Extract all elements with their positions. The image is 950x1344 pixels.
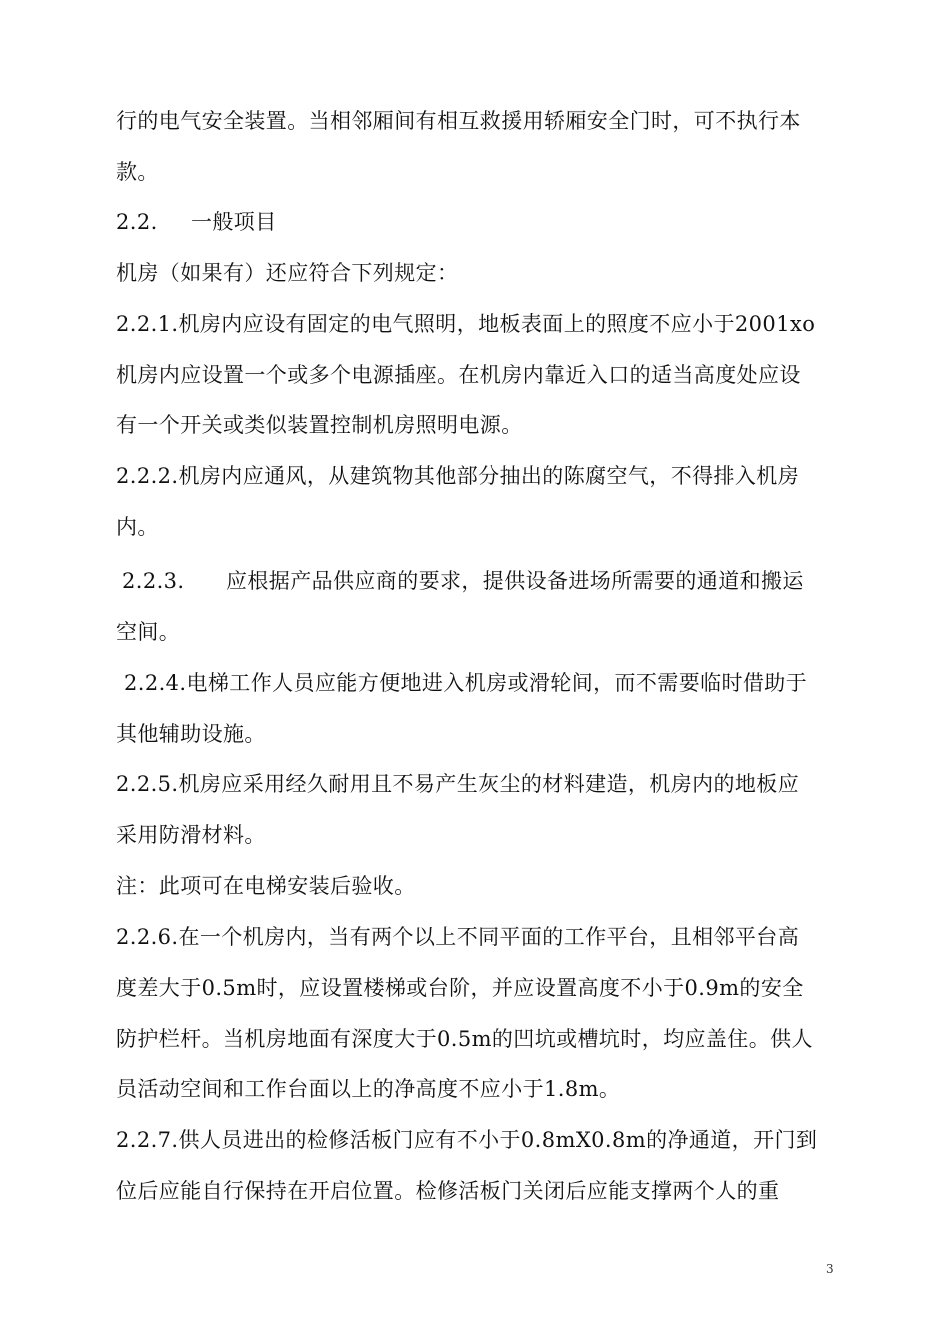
paragraph-line: 防护栏杆。当机房地面有深度大于0.5m的凹坑或槽坑时，均应盖住。供人 — [116, 1027, 813, 1051]
paragraph-line: 2.2.7.供人员进出的检修活板门应有不小于0.8mX0.8m的净通道，开门到 — [116, 1128, 818, 1152]
paragraph-line: 其他辅助设施。 — [116, 722, 266, 746]
paragraph-line: 内。 — [116, 515, 159, 539]
paragraph-line: 机房（如果有）还应符合下列规定： — [116, 261, 459, 285]
paragraph-line: 空间。 — [116, 620, 181, 644]
paragraph-line: 位后应能自行保持在开启位置。检修活板门关闭后应能支撑两个人的重 — [116, 1179, 780, 1203]
item-2-2-3 — [122, 567, 804, 595]
paragraph-line: 有一个开关或类似装置控制机房照明电源。 — [116, 413, 523, 437]
section-title: 一般项目 — [191, 210, 277, 234]
paragraph-line: 2.2.5.机房应采用经久耐用且不易产生灰尘的材料建造，机房内的地板应 — [116, 772, 800, 796]
item-number: 2.2.3. — [122, 569, 185, 593]
paragraph-line: 2.2.1.机房内应设有固定的电气照明，地板表面上的照度不应小于2001xo — [116, 312, 816, 336]
note-line: 注：此项可在电梯安装后验收。 — [116, 874, 416, 898]
paragraph-line: 机房内应设置一个或多个电源插座。在机房内靠近入口的适当高度处应设 — [116, 363, 801, 387]
paragraph-line: 员活动空间和工作台面以上的净高度不应小于1.8m。 — [116, 1077, 621, 1101]
page-number: 3 — [826, 1262, 834, 1276]
paragraph-line: 2.2.6.在一个机房内，当有两个以上不同平面的工作平台，且相邻平台高 — [116, 925, 800, 949]
paragraph-line: 2.2.4.电梯工作人员应能方便地进入机房或滑轮间，而不需要临时借助于 — [124, 671, 808, 695]
section-number: 2.2. — [116, 210, 158, 234]
paragraph-line: 采用防滑材料。 — [116, 823, 266, 847]
paragraph-line: 度差大于0.5m时，应设置楼梯或台阶，并应设置高度不小于0.9m的安全 — [116, 976, 804, 1000]
paragraph-line: 2.2.2.机房内应通风，从建筑物其他部分抽出的陈腐空气，不得排入机房 — [116, 464, 800, 488]
paragraph-line: 行的电气安全装置。当相邻厢间有相互救援用轿厢安全门时，可不执行本 — [116, 109, 801, 133]
paragraph-line: 款。 — [116, 160, 159, 184]
section-heading — [116, 208, 277, 236]
item-text: 应根据产品供应商的要求，提供设备进场所需要的通道和搬运 — [226, 569, 804, 593]
